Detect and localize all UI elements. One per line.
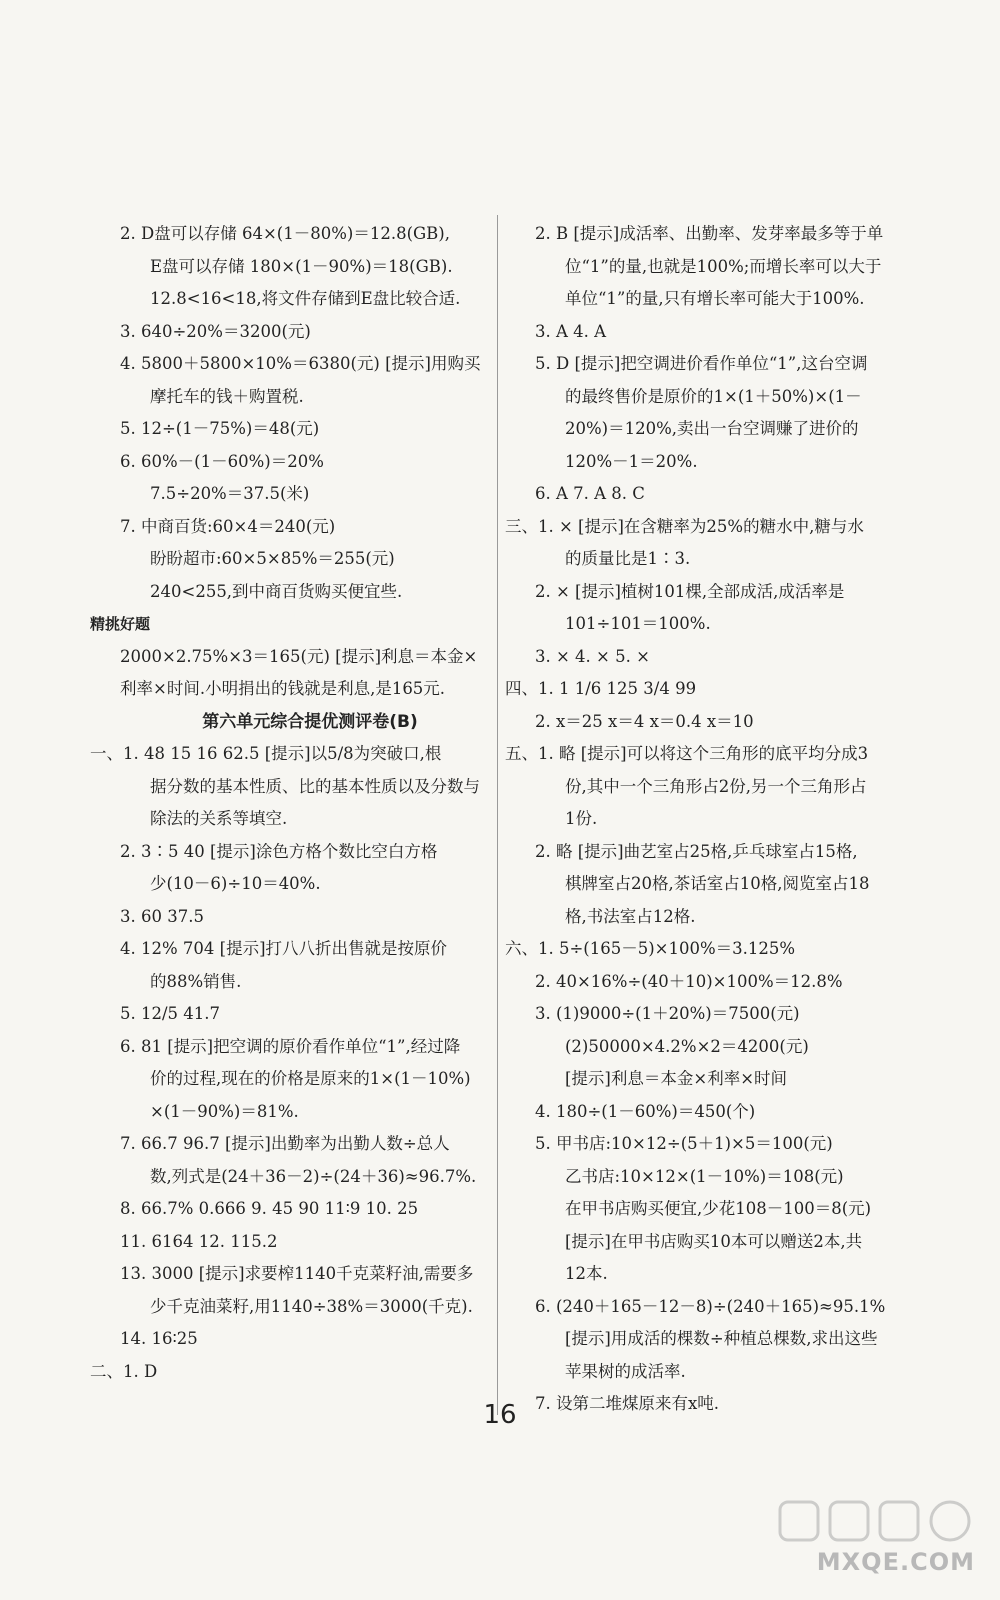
watermark-text: MXQE.COM	[816, 1548, 975, 1576]
left-column	[90, 218, 490, 1388]
answer-line: 5. D [提示]把空调进价看作单位“1”,这台空调	[535, 354, 868, 373]
section-heading: 精挑好题	[90, 615, 151, 633]
answer-line: 11. 6164 12. 115.2	[120, 1231, 278, 1251]
answer-line: 数,列式是(24＋36－2)÷(24＋36)≈96.7%.	[150, 1166, 477, 1186]
answer-line: 一、1. 48 15 16 62.5 [提示]以5/8为突破口,根	[90, 744, 442, 763]
answer-line: 2. 略 [提示]曲艺室占25格,乒乓球室占15格,	[535, 841, 858, 861]
answer-line: 101÷101＝100%.	[565, 614, 711, 633]
answer-line: 份,其中一个三角形占2份,另一个三角形占	[565, 776, 867, 796]
answer-line: 6. A 7. A 8. C	[535, 484, 645, 503]
watermark-logo	[778, 1498, 978, 1543]
answer-line: 四、1. 1 1/6 125 3/4 99	[505, 679, 697, 698]
answer-line: 据分数的基本性质、比的基本性质以及分数与	[150, 776, 480, 796]
answer-line: 4. 5800＋5800×10%＝6380(元) [提示]用购买	[120, 354, 481, 373]
answer-line: 20%)＝120%,卖出一台空调赚了进价的	[565, 419, 859, 438]
answer-line: 利率×时间.小明捐出的钱就是利息,是165元.	[120, 679, 446, 698]
answer-line: 3. A 4. A	[535, 321, 607, 341]
answer-line: 2. D盘可以存储 64×(1－80%)＝12.8(GB),	[120, 224, 450, 243]
answer-line: 12.8<16<18,将文件存储到E盘比较合适.	[150, 289, 461, 308]
answer-line: 2. x＝25 x＝4 x＝0.4 x＝10	[535, 711, 754, 731]
answer-line: 120%－1＝20%.	[565, 451, 698, 471]
answer-line: 7. 设第二堆煤原来有x吨.	[535, 1394, 720, 1413]
answer-line: 14. 16∶25	[120, 1329, 198, 1348]
answer-line: [提示]利息＝本金×利率×时间	[565, 1069, 788, 1088]
answer-line: 5. 12/5 41.7	[120, 1004, 221, 1023]
answer-line: 除法的关系等填空.	[150, 809, 288, 828]
answer-line: 2. B [提示]成活率、出勤率、发芽率最多等于单	[535, 224, 884, 243]
answer-line: 6. 60%－(1－60%)＝20%	[120, 451, 324, 471]
answer-line: 3. × 4. × 5. ×	[535, 646, 650, 666]
answer-line: [提示]用成活的棵数÷种植总棵数,求出这些	[565, 1329, 878, 1348]
answer-line: 8. 66.7% 0.666 9. 45 90 11∶9 10. 25	[120, 1199, 419, 1218]
answer-line: 的质量比是1∶3.	[565, 549, 691, 568]
answer-line: 六、1. 5÷(165－5)×100%＝3.125%	[505, 939, 796, 958]
answer-line: 的最终售价是原价的1×(1＋50%)×(1－	[565, 386, 862, 406]
answer-line: 的88%销售.	[150, 971, 242, 991]
answer-line: 4. 180÷(1－60%)＝450(个)	[535, 1101, 756, 1121]
right-column	[505, 218, 905, 1421]
answer-line: 3. 640÷20%＝3200(元)	[120, 321, 311, 341]
answer-line: 三、1. × [提示]在含糖率为25%的糖水中,糖与水	[505, 516, 864, 536]
answer-line: 2. 40×16%÷(40＋10)×100%＝12.8%	[535, 971, 843, 991]
answer-line: 4. 12% 704 [提示]打八八折出售就是按原价	[120, 939, 448, 958]
answer-line: 棋牌室占20格,茶话室占10格,阅览室占18	[565, 874, 870, 893]
answer-line: 240<255,到中商百货购买便宜些.	[150, 581, 403, 601]
answer-line: 6. (240＋165－12－8)÷(240＋165)≈95.1%	[535, 1296, 886, 1316]
answer-line: 6. 81 [提示]把空调的原价看作单位“1”,经过降	[120, 1036, 461, 1056]
answer-line: 位“1”的量,也就是100%;而增长率可以大于	[565, 256, 882, 276]
answer-line: 摩托车的钱＋购置税.	[150, 386, 304, 406]
page-number: 16	[483, 1400, 517, 1430]
answer-line: 7. 中商百货:60×4＝240(元)	[120, 516, 336, 536]
answer-line: 少(10－6)÷10＝40%.	[150, 874, 321, 893]
answer-line: 5. 甲书店:10×12÷(5＋1)×5＝100(元)	[535, 1134, 833, 1153]
answer-line: 苹果树的成活率.	[565, 1361, 686, 1381]
section-title: 第六单元综合提优测评卷(B)	[202, 711, 418, 732]
answer-line: 3. (1)9000÷(1＋20%)＝7500(元)	[535, 1004, 800, 1023]
answer-line: 3. 60 37.5	[120, 906, 204, 926]
answer-line: 13. 3000 [提示]求要榨1140千克菜籽油,需要多	[120, 1264, 474, 1283]
answer-line: 五、1. 略 [提示]可以将这个三角形的底平均分成3	[505, 744, 869, 763]
answer-line: 2000×2.75%×3＝165(元) [提示]利息＝本金×	[120, 646, 478, 666]
answer-line: 少千克油菜籽,用1140÷38%＝3000(千克).	[150, 1296, 473, 1316]
answer-line: 1份.	[565, 809, 598, 828]
column-divider	[497, 215, 498, 1415]
answer-line: ×(1－90%)＝81%.	[150, 1101, 299, 1121]
answer-line: 5. 12÷(1－75%)＝48(元)	[120, 419, 320, 438]
answer-line: 格,书法室占12格.	[565, 906, 696, 926]
answer-line: 价的过程,现在的价格是原来的1×(1－10%)	[150, 1069, 471, 1088]
answer-line: 2. × [提示]植树101棵,全部成活,成活率是	[535, 581, 845, 601]
answer-line: [提示]在甲书店购买10本可以赠送2本,共	[565, 1231, 863, 1251]
answer-line: 7. 66.7 96.7 [提示]出勤率为出勤人数÷总人	[120, 1134, 450, 1153]
answer-line: 2. 3∶5 40 [提示]涂色方格个数比空白方格	[120, 841, 438, 861]
answer-line: 在甲书店购买便宜,少花108－100＝8(元)	[565, 1199, 872, 1218]
answer-line: 7.5÷20%＝37.5(米)	[150, 484, 310, 503]
answer-line: 12本.	[565, 1264, 608, 1283]
answer-line: 单位“1”的量,只有增长率可能大于100%.	[565, 289, 865, 308]
answer-line: 乙书店:10×12×(1－10%)＝108(元)	[565, 1166, 844, 1186]
answer-line: 盼盼超市:60×5×85%＝255(元)	[150, 549, 395, 568]
answer-line: (2)50000×4.2%×2＝4200(元)	[565, 1036, 809, 1056]
answer-line: 二、1. D	[90, 1361, 158, 1381]
answer-line: E盘可以存储 180×(1－90%)＝18(GB).	[150, 256, 453, 276]
